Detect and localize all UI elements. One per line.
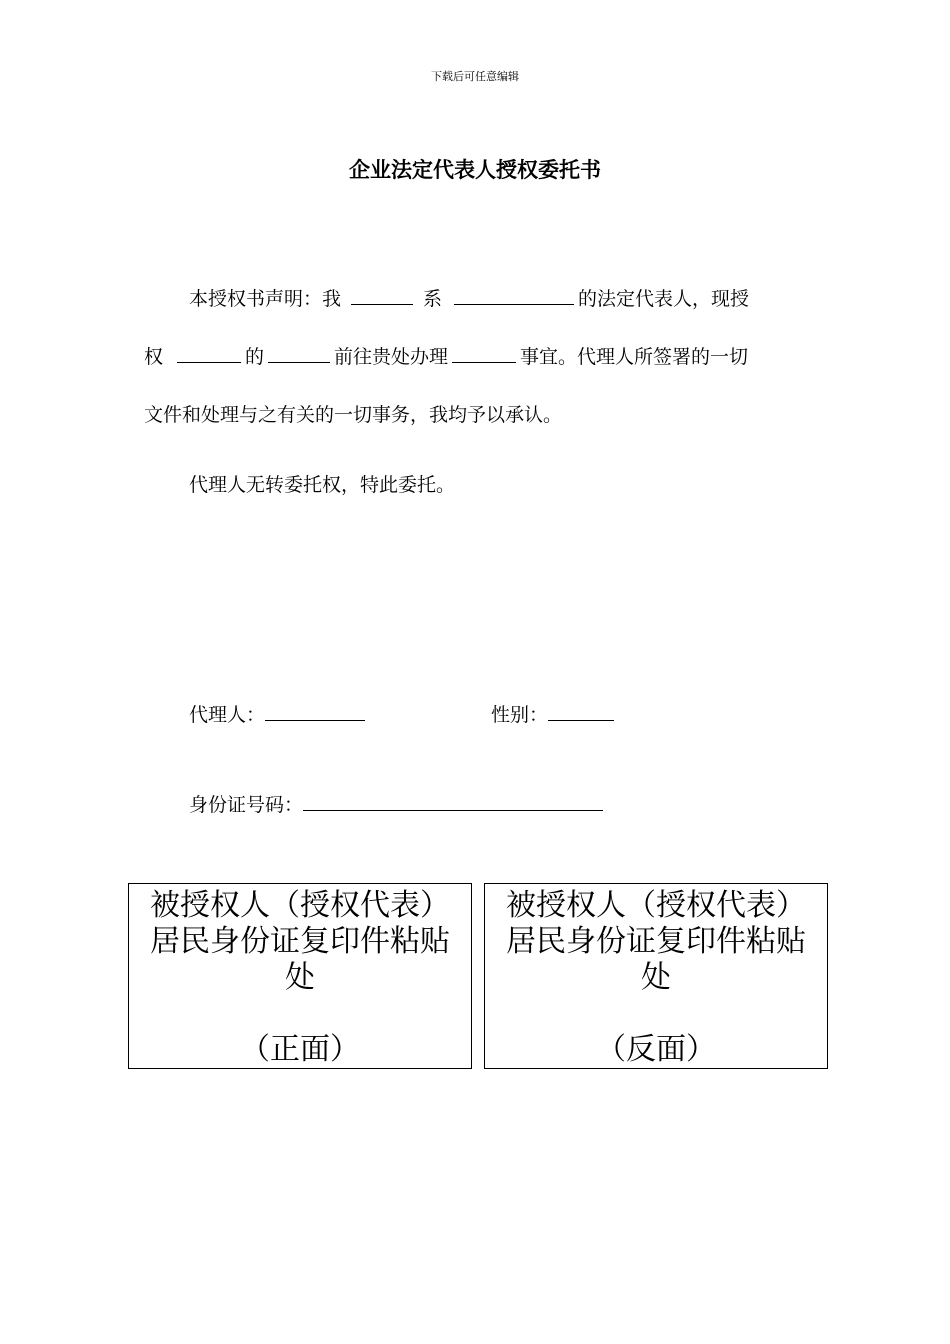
agent-name-blank[interactable] — [268, 344, 330, 363]
id-copy-front-text: 被授权人（授权代表）居民身份证复印件粘贴处 — [150, 888, 450, 995]
id-copy-front-side: （正面） — [240, 1032, 360, 1067]
id-number-field — [189, 790, 603, 817]
gender-label: 性别： — [491, 704, 549, 726]
agent-org-blank[interactable] — [177, 344, 241, 363]
name-blank[interactable] — [351, 286, 413, 305]
paragraph-2: 代理人无转委托权，特此委托。 — [189, 474, 456, 496]
statement-mid: 系 — [423, 288, 443, 310]
id-copy-back-text: 被授权人（授权代表）居民身份证复印件粘贴处 — [506, 888, 806, 995]
id-number-label: 身份证号码： — [189, 794, 304, 816]
agent-name-input[interactable] — [265, 702, 365, 721]
statement-suffix: 的法定代表人，现授 — [578, 288, 750, 310]
gender-field — [491, 700, 614, 727]
id-number-input[interactable] — [303, 792, 603, 811]
agent-field — [189, 700, 365, 727]
paragraph-line-1 — [189, 284, 749, 311]
id-copy-back-side: （反面） — [596, 1032, 716, 1067]
matter-blank[interactable] — [452, 344, 516, 363]
header-note: 下载后可任意编辑 — [431, 70, 519, 83]
agent-label: 代理人： — [189, 704, 266, 726]
paragraph-line-3: 文件和处理与之有关的一切事务，我均予以承认。 — [144, 404, 563, 426]
company-blank[interactable] — [454, 286, 574, 305]
authorize-suffix: 事宜。代理人所签署的一切 — [520, 346, 749, 368]
gender-input[interactable] — [548, 702, 614, 721]
statement-prefix: 本授权书声明：我 — [189, 288, 342, 310]
authorize-go: 前往贵处办理 — [334, 346, 449, 368]
id-copy-back-box[interactable] — [484, 883, 828, 1069]
paragraph-line-2 — [144, 342, 748, 369]
document-title: 企业法定代表人授权委托书 — [349, 157, 601, 182]
authorize-of: 的 — [245, 346, 265, 368]
authorize-prefix: 权 — [144, 346, 164, 368]
id-copy-front-box[interactable] — [128, 883, 472, 1069]
